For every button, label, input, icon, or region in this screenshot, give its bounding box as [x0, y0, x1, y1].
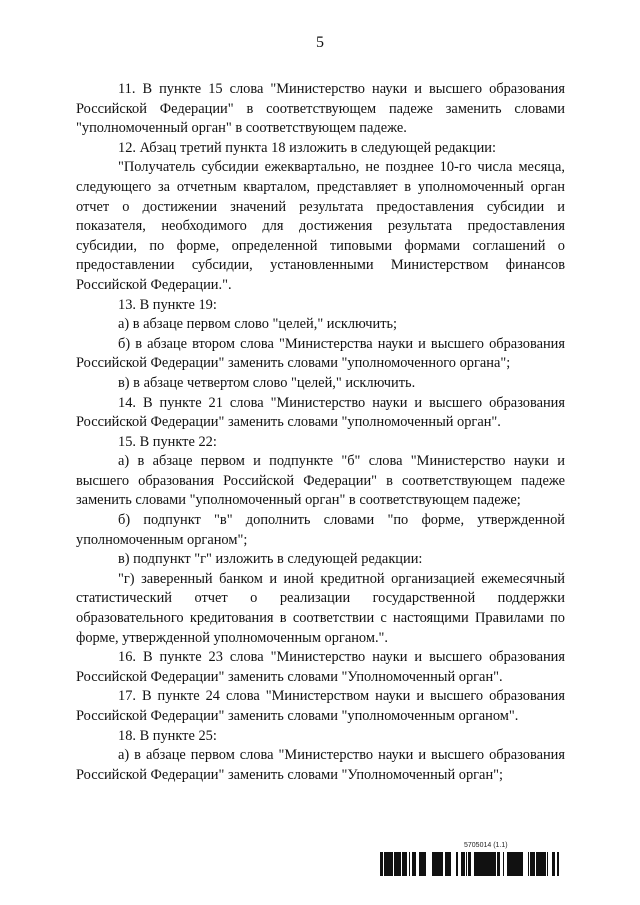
paragraph: "г) заверенный банком и иной кредитной организацией ежемесячный статистический отчет о реализации государственной поддержки образовательного кредитования в соответствии с настоящими Правилами по форме, утвержденной уполномоченным органом.". [76, 570, 565, 646]
paragraph: "Получатель субсидии ежеквартально, не позднее 10-го числа месяца, следующего за отчетным кварталом, представляет в уполномоченный орган отчет о достижении значений результата предоставления субсидии и показателя, необходимого для достижения результата предоставления субсидии, по форме, определенной типовыми формами соглашений о предоставлении субсидии, установленными Министерством финансов Российской Федерации.". [76, 159, 565, 293]
paragraph: 12. Абзац третий пункта 18 изложить в следующей редакции: [118, 139, 496, 156]
paragraph: 13. В пункте 19: [118, 296, 217, 313]
page-number: 5 [316, 34, 324, 51]
paragraph: в) в абзаце четвертом слово "целей," исключить. [118, 374, 416, 391]
paragraph: 18. В пункте 25: [118, 727, 217, 744]
paragraph: 15. В пункте 22: [118, 433, 217, 450]
paragraph: а) в абзаце первом слова "Министерство науки и высшего образования Российской Федерации" заменить словами "Уполномоченный орган"; [76, 747, 565, 783]
paragraph: 11. В пункте 15 слова "Министерство науки и высшего образования Российской Федерации" в соответствующем падеже заменить словами "уполномоченный орган" в соответствующем падеже. [76, 81, 565, 137]
paragraph: а) в абзаце первом слово "целей," исключить; [118, 316, 398, 333]
paragraph: 14. В пункте 21 слова "Министерство науки и высшего образования Российской Федерации" заменить словами "уполномоченный орган". [76, 394, 565, 431]
document-barcode [380, 842, 562, 882]
paragraph: 17. В пункте 24 слова "Министерством науки и высшего образования Российской Федерации" заменить словами "уполномоченным органом". [76, 688, 565, 724]
paragraph: б) подпункт "в" дополнить словами "по форме, утвержденной уполномоченным органом"; [76, 512, 565, 548]
document-body [76, 80, 565, 785]
paragraph: б) в абзаце втором слова "Министерства науки и высшего образования Российской Федерации" заменить словами "уполномоченного органа"; [76, 335, 565, 372]
paragraph: а) в абзаце первом и подпункте "б" слова "Министерство науки и высшего образования Российской Федерации" в соответствующем падеже заменить словами "уполномоченный орган" в соответствующем падеже; [76, 453, 565, 509]
barcode-code: 5705014 (1.1) [464, 842, 508, 849]
paragraph: в) подпункт "г" изложить в следующей редакции: [118, 551, 423, 568]
paragraph: 16. В пункте 23 слова "Министерство науки и высшего образования Российской Федерации" заменить словами "Уполномоченный орган". [76, 649, 565, 685]
barcode-icon [380, 852, 562, 876]
